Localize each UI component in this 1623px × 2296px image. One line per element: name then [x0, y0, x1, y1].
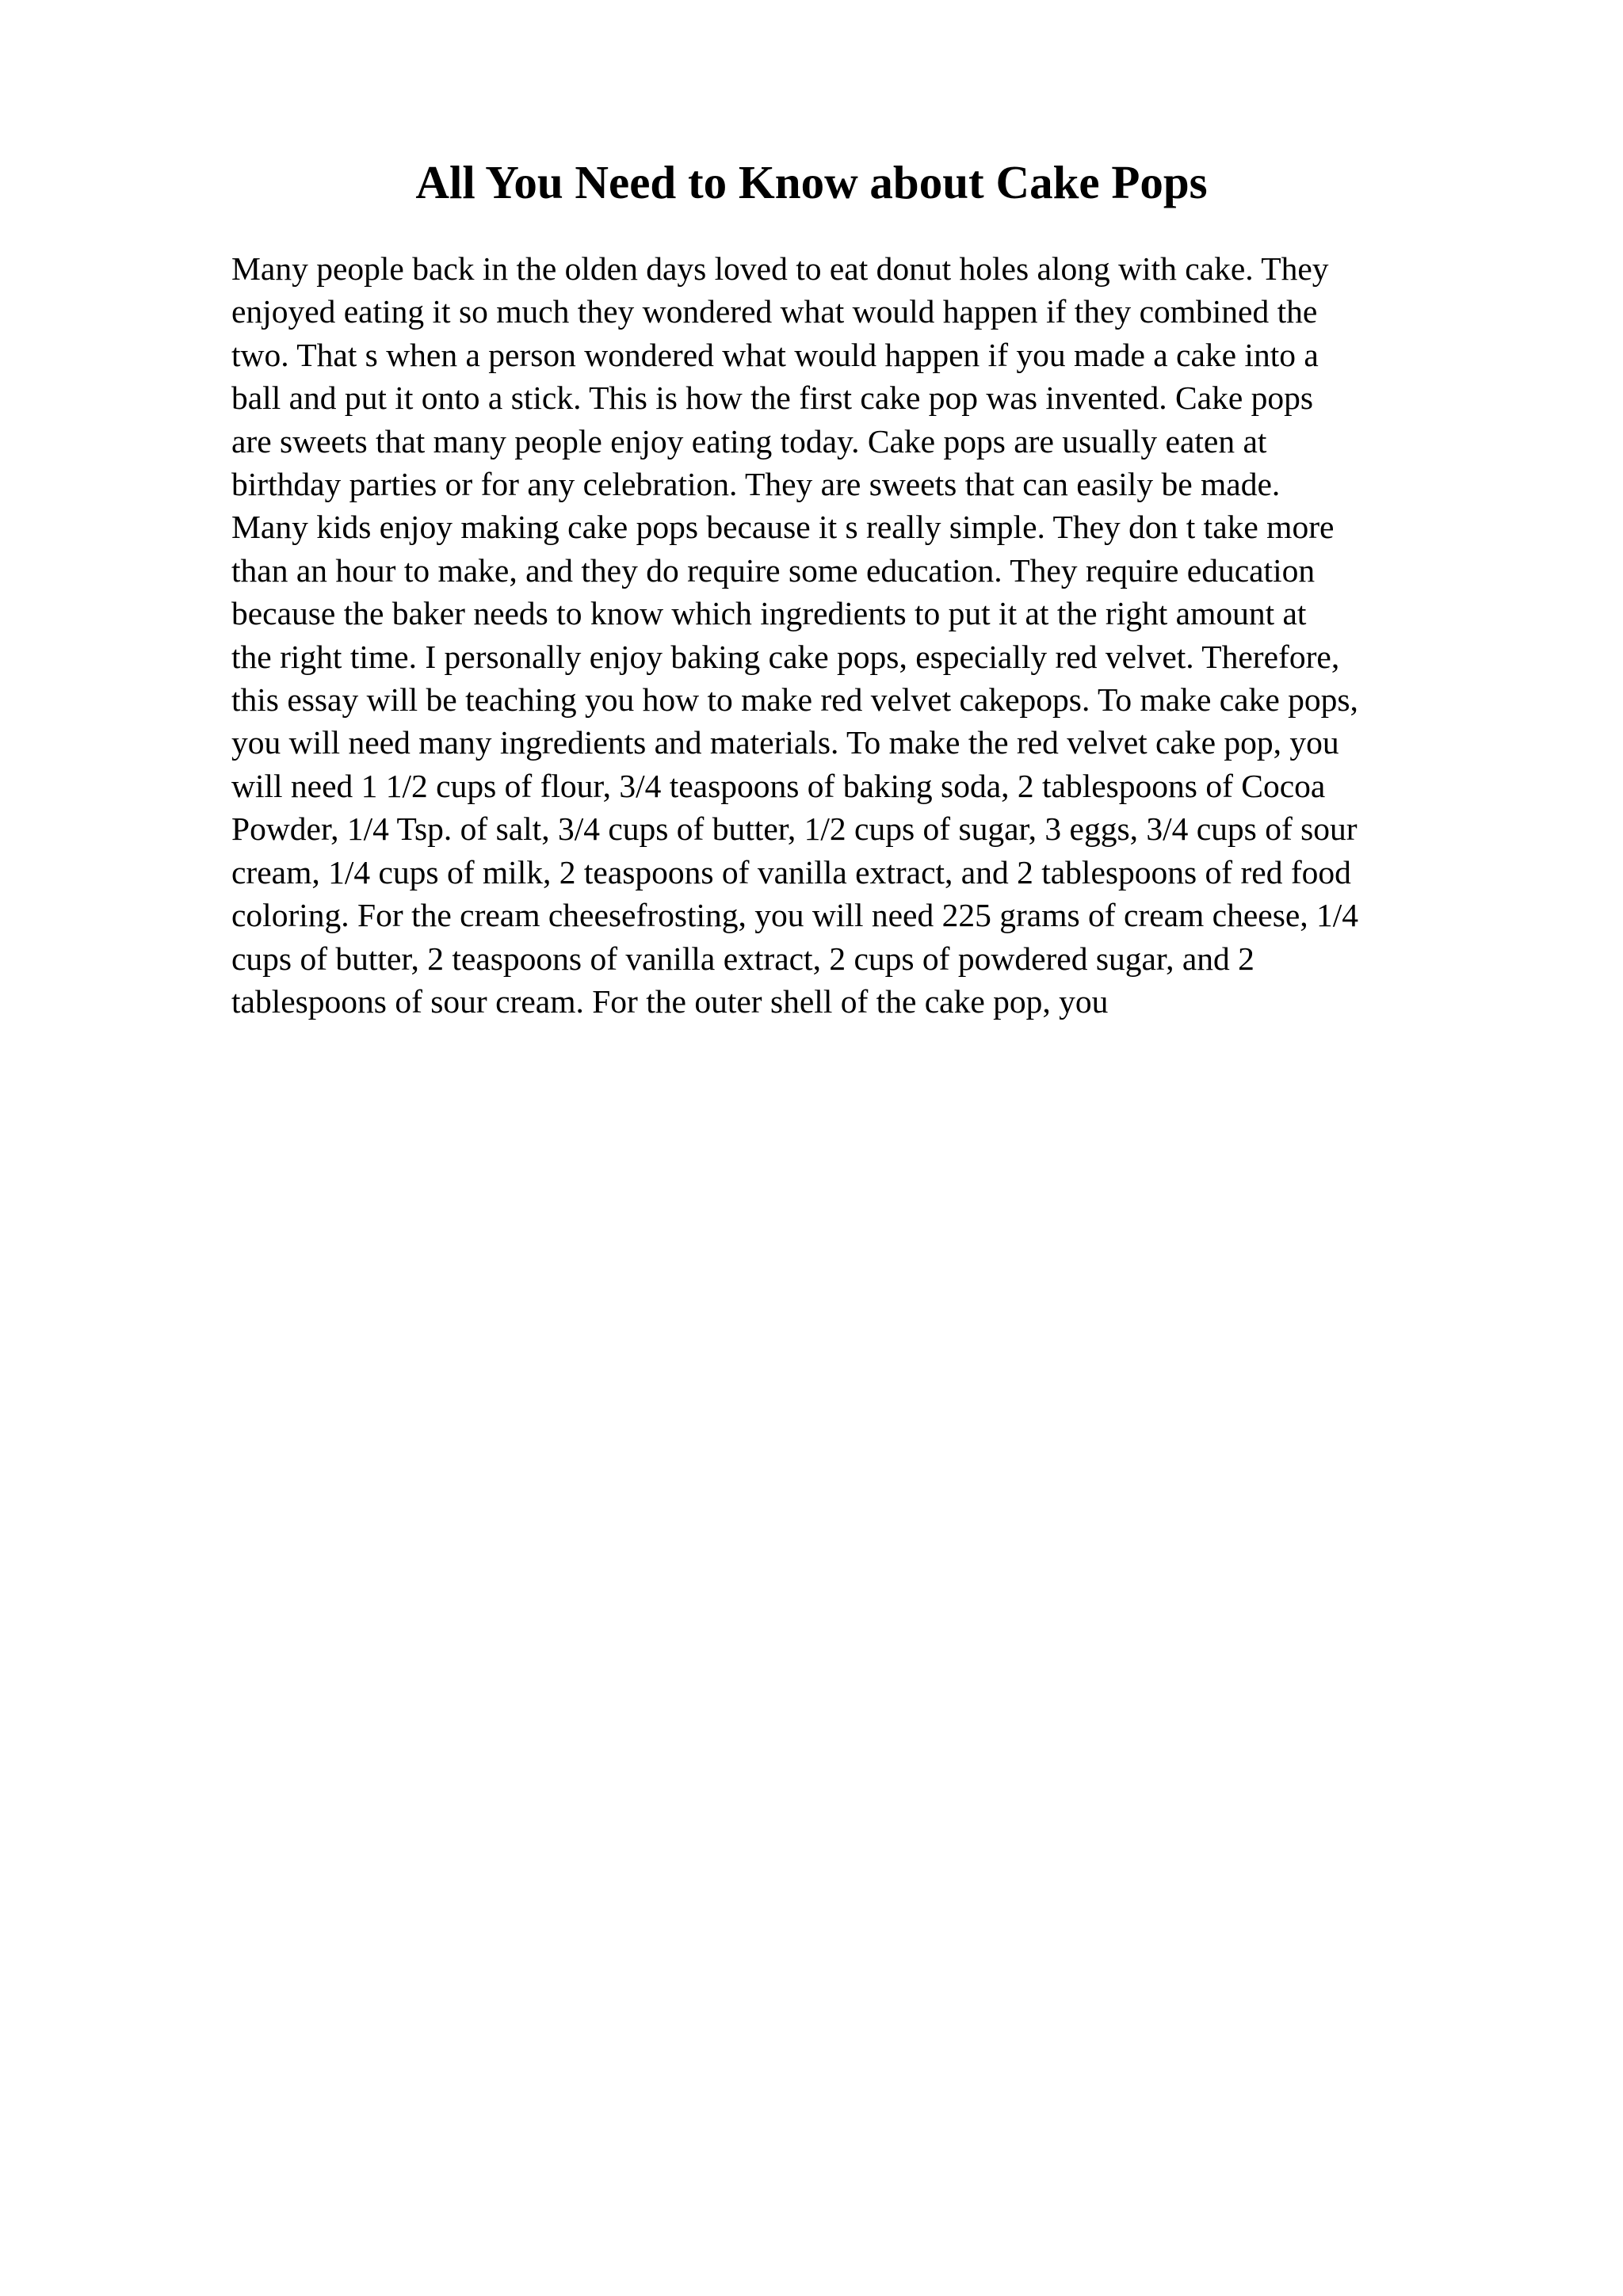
body-line: Many kids enjoy making cake pops because it s really simple. They don t take more: [231, 509, 1335, 546]
body-line: are sweets that many people enjoy eating today. Cake pops are usually eaten at: [231, 422, 1267, 460]
essay-body: [231, 247, 1531, 1023]
body-line: Powder, 1/4 Tsp. of salt, 3/4 cups of butter, 1/2 cups of sugar, 3 eggs, 3/4 cups of sour: [231, 810, 1358, 848]
body-line: this essay will be teaching you how to make red velvet cakepops. To make cake pops,: [231, 681, 1358, 719]
body-line: cream, 1/4 cups of milk, 2 teaspoons of vanilla extract, and 2 tablespoons of red food: [231, 853, 1351, 891]
body-line: will need 1 1/2 cups of flour, 3/4 teaspoons of baking soda, 2 tablespoons of Cocoa: [231, 767, 1326, 804]
body-line: than an hour to make, and they do require some education. They require education: [231, 551, 1316, 589]
body-line: you will need many ingredients and materials. To make the red velvet cake pop, you: [231, 724, 1339, 761]
body-line: enjoyed eating it so much they wondered what would happen if they combined the: [231, 293, 1318, 330]
body-line: coloring. For the cream cheesefrosting, you will need 225 grams of cream cheese, 1/4: [231, 897, 1359, 934]
body-line: ball and put it onto a stick. This is how the first cake pop was invented. Cake pops: [231, 379, 1314, 417]
body-line: Many people back in the olden days loved to eat donut holes along with cake. They: [231, 250, 1329, 287]
body-line: tablespoons of sour cream. For the outer shell of the cake pop, you: [231, 982, 1109, 1020]
body-line: because the baker needs to know which ingredients to put it at the right amount at: [231, 595, 1307, 632]
body-line: two. That s when a person wondered what would happen if you made a cake into a: [231, 336, 1319, 373]
body-line: birthday parties or for any celebration. They are sweets that can easily be made.: [231, 466, 1281, 503]
body-line: the right time. I personally enjoy baking cake pops, especially red velvet. Therefore,: [231, 638, 1340, 675]
page-title: All You Need to Know about Cake Pops: [415, 156, 1208, 208]
body-line: cups of butter, 2 teaspoons of vanilla extract, 2 cups of powdered sugar, and 2: [231, 940, 1254, 977]
